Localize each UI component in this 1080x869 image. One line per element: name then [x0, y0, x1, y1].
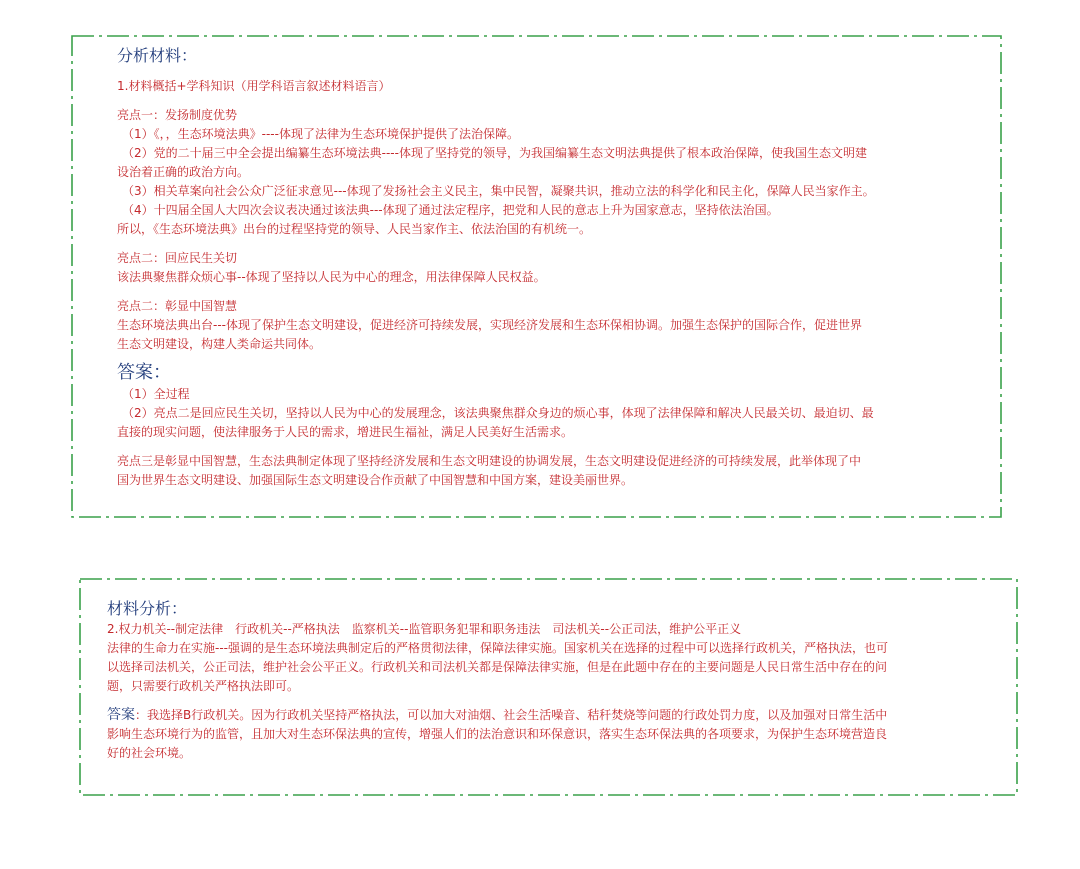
answer3-line: 亮点三是彰显中国智慧，生态法典制定体现了坚持经济发展和生态文明建设的协调发展，生态文明建设促进经济的可持续发展，此举体现了中: [117, 454, 862, 468]
highlight3-line: 生态环境法典出台---体现了保护生态文明建设，促进经济可持续发展，实现经济发展和生态环保相协调。加强生态保护的国际合作，促进世界: [117, 318, 862, 332]
section2-answer-label: 答案: [107, 707, 135, 723]
section2-line: 以选择司法机关，公正司法，维护社会公平正义。行政机关和司法机关都是保障法律实施，但是在此题中存在的主要问题是人民日常生活中存在的问: [107, 660, 888, 674]
answer-line: （1）全过程: [122, 387, 190, 401]
answer-line: （2）亮点二是回应民生关切，坚持以人民为中心的发展理念，该法典聚焦群众身边的烦心事，体现了法律保障和解决人民最关切、最迫切、最: [122, 406, 874, 420]
highlight2-text: 该法典聚焦群众烦心事--体现了坚持以人民为中心的理念，用法律保障人民权益。: [117, 270, 546, 284]
section2-answer-line: 好的社会环境。: [107, 746, 192, 760]
highlight1-summary: 所以，《生态环境法典》出台的过程坚持党的领导、人民当家作主、依法治国的有机统一。: [117, 222, 592, 236]
section1-intro: 1.材料概括+学科知识（用学科语言叙述材料语言）: [117, 79, 391, 93]
highlight1-item: 设治着正确的政治方向。: [117, 165, 250, 179]
section2-line: 法律的生命力在实施---强调的是生态环境法典制定后的严格贯彻法律，保障法律实施。国家机关在选择的过程中可以选择行政机关，严格执法，也可: [107, 641, 888, 655]
highlight2-label: 亮点二：回应民生关切: [117, 251, 238, 265]
analysis-section-2: [107, 598, 1007, 763]
section2-line: 2.权力机关--制定法律 行政机关--严格执法 监察机关--监管职务犯罪和职务违法 司法机关--公正司法，维护公平正义: [107, 622, 742, 636]
highlight1-item: （1）《，，生态环境法典》----体现了法律为生态环境保护提供了法治保障。: [122, 127, 519, 141]
section2-answer-line: 影响生态环境行为的监管，且加大对生态环保法典的宣传，增强人们的法治意识和环保意识，落实生态环保法典的各项要求，为保护生态环境营造良: [107, 727, 888, 741]
highlight1-label: 亮点一：发扬制度优势: [117, 108, 238, 122]
section2-answer-line: [107, 706, 1007, 725]
section1-title: 分析材料：: [117, 46, 198, 65]
section2-title: 材料分析：: [107, 599, 188, 618]
highlight1-item: （3）相关草案向社会公众广泛征求意见---体现了发扬社会主义民主，集中民智，凝聚共识，推动立法的科学化和民主化，保障人民当家作主。: [122, 184, 875, 198]
answer-title: 答案：: [117, 362, 171, 383]
answer-line: 直接的现实问题，使法律服务于人民的需求，增进民生福祉，满足人民美好生活需求。: [117, 425, 574, 439]
answer3-line: 国为世界生态文明建设、加强国际生态文明建设合作贡献了中国智慧和中国方案，建设美丽世界。: [117, 473, 634, 487]
highlight3-label: 亮点二：彰显中国智慧: [117, 299, 238, 313]
highlight1-item: （2）党的二十届三中全会提出编纂生态环境法典----体现了坚持党的领导，为我国编纂生态文明法典提供了根本政治保障，使我国生态文明建: [122, 146, 867, 160]
section2-answer-text: ：我选择B行政机关。因为行政机关坚持严格执法，可以加大对油烟、社会生活噪音、秸秆焚烧等问题的行政处罚力度，以及加强对日常生活中: [135, 708, 888, 722]
section2-line: 题，只需要行政机关严格执法即可。: [107, 679, 300, 693]
highlight3-line: 生态文明建设，构建人类命运共同体。: [117, 337, 322, 351]
analysis-section-1: [117, 45, 987, 490]
highlight1-item: （4）十四届全国人大四次会议表决通过该法典---体现了通过法定程序，把党和人民的意志上升为国家意志，坚持依法治国。: [122, 203, 779, 217]
